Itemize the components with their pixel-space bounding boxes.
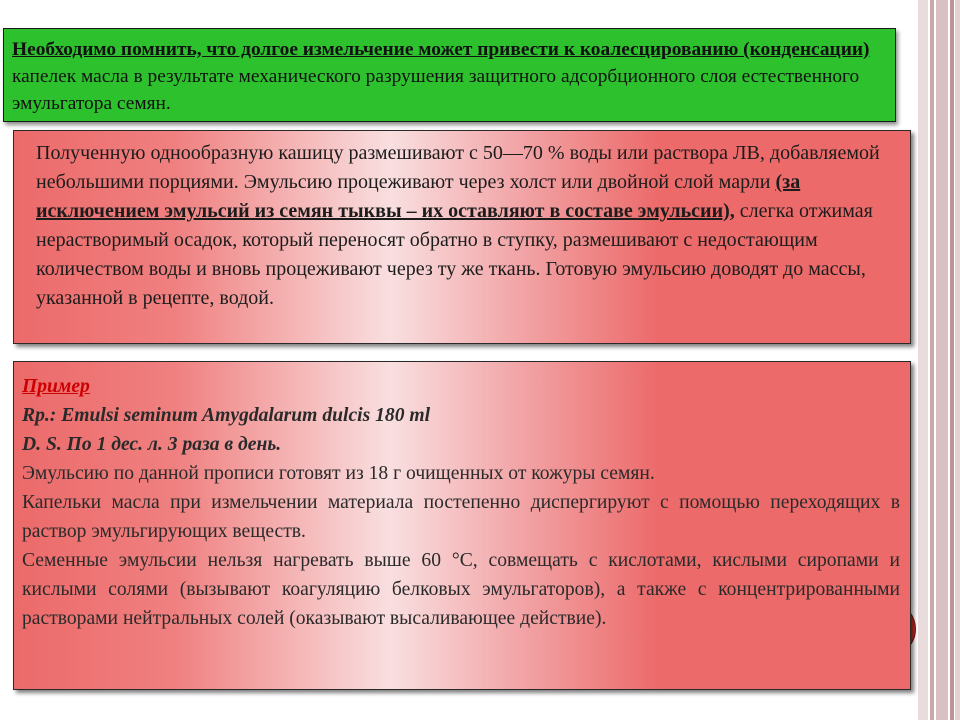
example-paragraph-3: Семенные эмульсии нельзя нагревать выше 60 °С, совмещать с кислотами, кислыми сиропами и кислыми солями (вызывают коагуляцию белковых эмульгаторов), а также с концентрированными растворами нейтральных солей (оказывают высаливающее действие). xyxy=(22,550,900,629)
procedure-text-part1: Полученную однообразную кашицу размешивают с 50—70 % воды или раствора ЛВ, добавляемой небольшими порциями. Эмульсию процеживают через холст или двойной слой марли xyxy=(36,142,880,193)
example-paragraph-1: Эмульсию по данной прописи готовят из 18 г очищенных от кожуры семян. xyxy=(22,463,655,484)
example-paragraph-2: Капельки масла при измельчении материала постепенно диспергируют с помощью переходящих в раствор эмульгирующих веществ. xyxy=(22,492,900,542)
warning-note-bold: Необходимо помнить, что долгое измельчение может привести к коалесцированию (конденсации) xyxy=(12,39,870,60)
decor-stripe xyxy=(955,0,960,720)
warning-note-text: капелек масла в результате механического разрушения защитного адсорбционного слоя естественного эмульгатора семян. xyxy=(12,66,860,114)
decor-stripe xyxy=(950,0,954,720)
example-box xyxy=(13,361,911,690)
warning-note-box xyxy=(3,28,896,122)
procedure-text-box xyxy=(13,130,911,344)
decor-stripe xyxy=(918,0,928,720)
decor-stripe xyxy=(936,0,948,720)
procedure-text-exception: (за исключением эмульсий из семян тыквы – их оставляют в составе эмульсии), xyxy=(36,171,801,222)
procedure-text-part2: слегка отжимая нерастворимый осадок, который переносят обратно в ступку, размешивают с недостающим количеством воды и вновь процеживают через ту же ткань. Готовую эмульсию доводят до массы, указанной в рецепте, водой. xyxy=(36,200,873,309)
decor-stripe xyxy=(930,0,934,720)
prescription-rp-line: Rp.: Emulsi seminum Amygdalarum dulcis 180 ml xyxy=(22,405,431,426)
prescription-ds-line: D. S. По 1 дес. л. 3 раза в день. xyxy=(22,434,282,455)
example-title: Пример xyxy=(22,376,90,397)
